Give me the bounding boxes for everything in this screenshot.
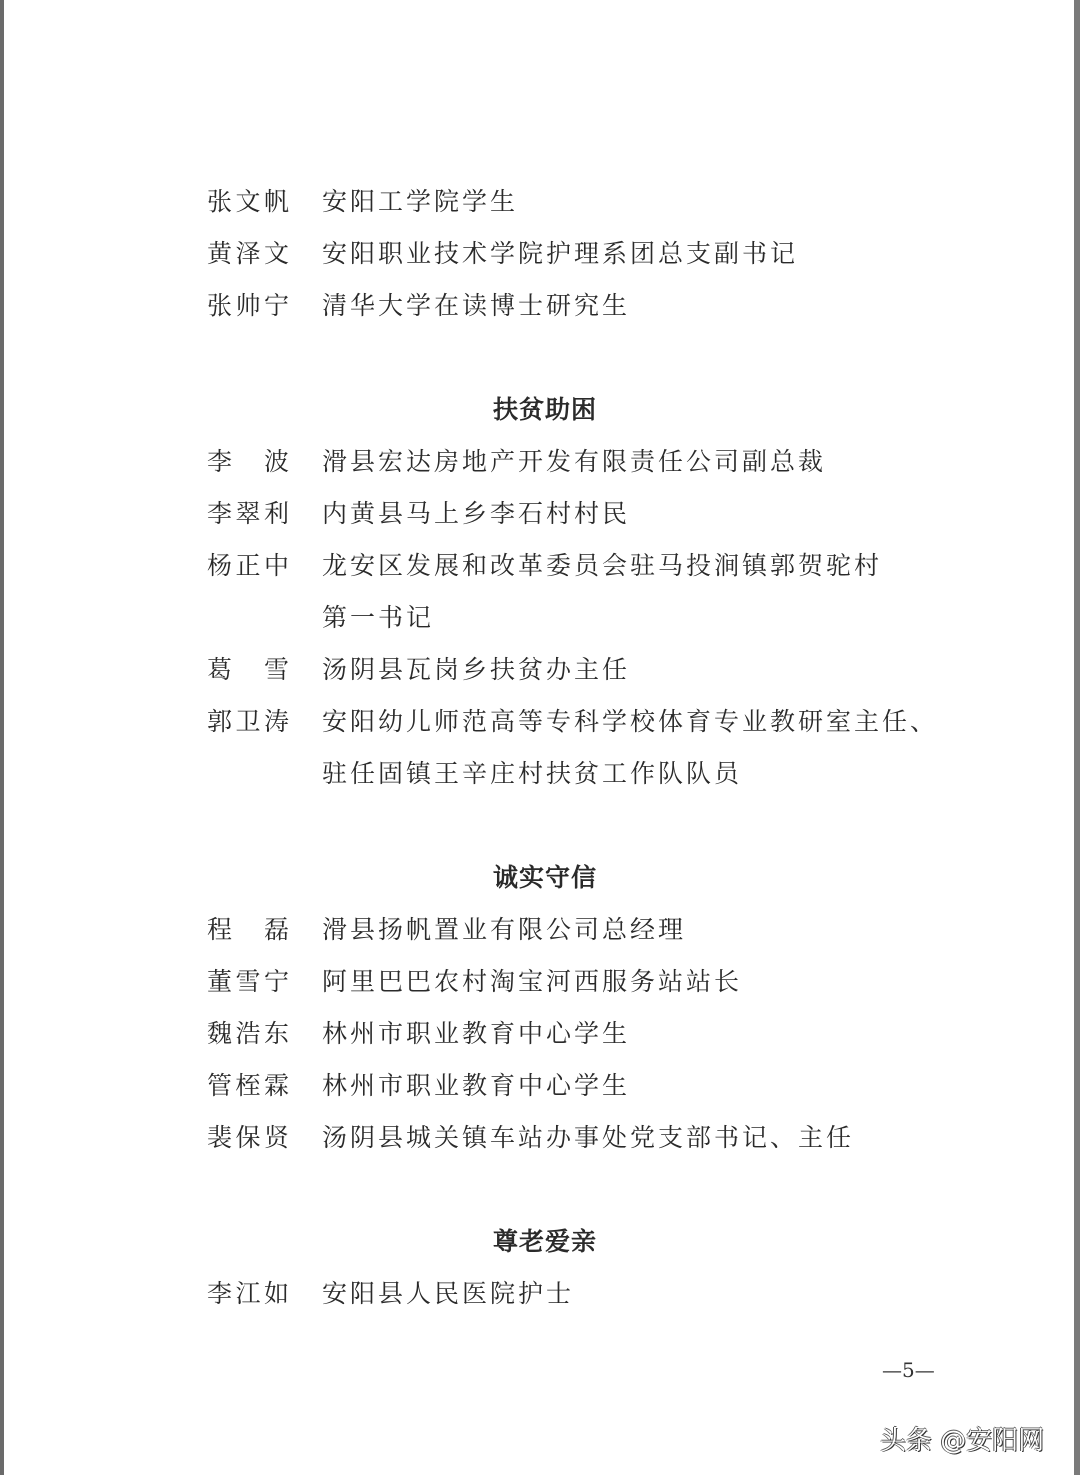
title-line: 林州市职业教育中心学生: [322, 1019, 631, 1048]
title-line: 内黄县马上乡李石村村民: [322, 499, 631, 528]
list-item: [207, 644, 967, 696]
list-item: [207, 1112, 967, 1164]
list-item: [207, 1268, 967, 1320]
title-line: 安阳职业技术学院护理系团总支副书记: [322, 239, 799, 268]
person-name: 李江如: [207, 1279, 291, 1308]
person-name: 郭卫涛: [207, 707, 291, 736]
person-name: 张文帆: [207, 187, 291, 216]
scan-edge-right: [1074, 0, 1080, 1475]
person-name: 董雪宁: [207, 967, 291, 996]
title-line: 安阳幼儿师范高等专科学校体育专业教研室主任、: [322, 707, 939, 736]
person-name: 葛雪: [207, 655, 291, 684]
section-heading: 尊老爱亲: [492, 1227, 597, 1256]
person-title: [322, 1268, 574, 1320]
honor-list: [207, 176, 967, 1320]
person-title: [322, 280, 630, 332]
title-line: 汤阴县城关镇车站办事处党支部书记、主任: [322, 1123, 855, 1152]
person-title: [322, 1060, 630, 1112]
person-name: 魏浩东: [207, 1019, 291, 1048]
list-item: [207, 540, 967, 644]
person-name: 李波: [207, 447, 291, 476]
title-line: 滑县扬帆置业有限公司总经理: [322, 915, 687, 944]
person-title: [322, 436, 826, 488]
person-name: 李翠利: [207, 499, 291, 528]
person-title: [322, 1112, 854, 1164]
title-line: 滑县宏达房地产开发有限责任公司副总裁: [322, 447, 827, 476]
title-line: 安阳工学院学生: [322, 187, 519, 216]
person-title: [322, 956, 742, 1008]
title-line: 龙安区发展和改革委员会驻马投涧镇郭贺驼村: [322, 551, 883, 580]
list-item: [207, 176, 967, 228]
scan-edge-left: [0, 0, 4, 1475]
title-line: 清华大学在读博士研究生: [322, 291, 631, 320]
title-line: 安阳县人民医院护士: [322, 1279, 575, 1308]
person-name: 张帅宁: [207, 291, 291, 320]
watermark: 头条 @安阳网: [880, 1426, 1045, 1456]
list-item: [207, 488, 967, 540]
section-heading: 扶贫助困: [492, 395, 597, 424]
person-title: [322, 644, 630, 696]
person-title: [322, 540, 882, 644]
person-title: [322, 488, 630, 540]
section-heading: 诚实守信: [492, 863, 597, 892]
list-item: [207, 904, 967, 956]
person-name: 裴保贤: [207, 1123, 291, 1152]
list-item: [207, 696, 967, 800]
person-name: 黄泽文: [207, 239, 291, 268]
list-item: [207, 956, 967, 1008]
person-title: [322, 228, 798, 280]
page-number: —5—: [882, 1358, 935, 1382]
spacer: [207, 1164, 967, 1216]
spacer: [207, 800, 967, 852]
spacer: [207, 332, 967, 384]
title-line: 阿里巴巴农村淘宝河西服务站站长: [322, 967, 743, 996]
list-item: [207, 1008, 967, 1060]
list-item: [207, 280, 967, 332]
person-name: 管桎霖: [207, 1071, 291, 1100]
person-title: [322, 904, 686, 956]
list-item: [207, 436, 967, 488]
title-line: 第一书记: [322, 603, 435, 632]
person-title: [322, 176, 518, 228]
list-item: [207, 1060, 967, 1112]
person-title: [322, 1008, 630, 1060]
title-line: 林州市职业教育中心学生: [322, 1071, 631, 1100]
person-name: 程磊: [207, 915, 291, 944]
title-line: 驻任固镇王辛庄村扶贫工作队队员: [322, 759, 743, 788]
list-item: [207, 228, 967, 280]
person-name: 杨正中: [207, 551, 291, 580]
person-title: [322, 696, 938, 800]
title-line: 汤阴县瓦岗乡扶贫办主任: [322, 655, 631, 684]
